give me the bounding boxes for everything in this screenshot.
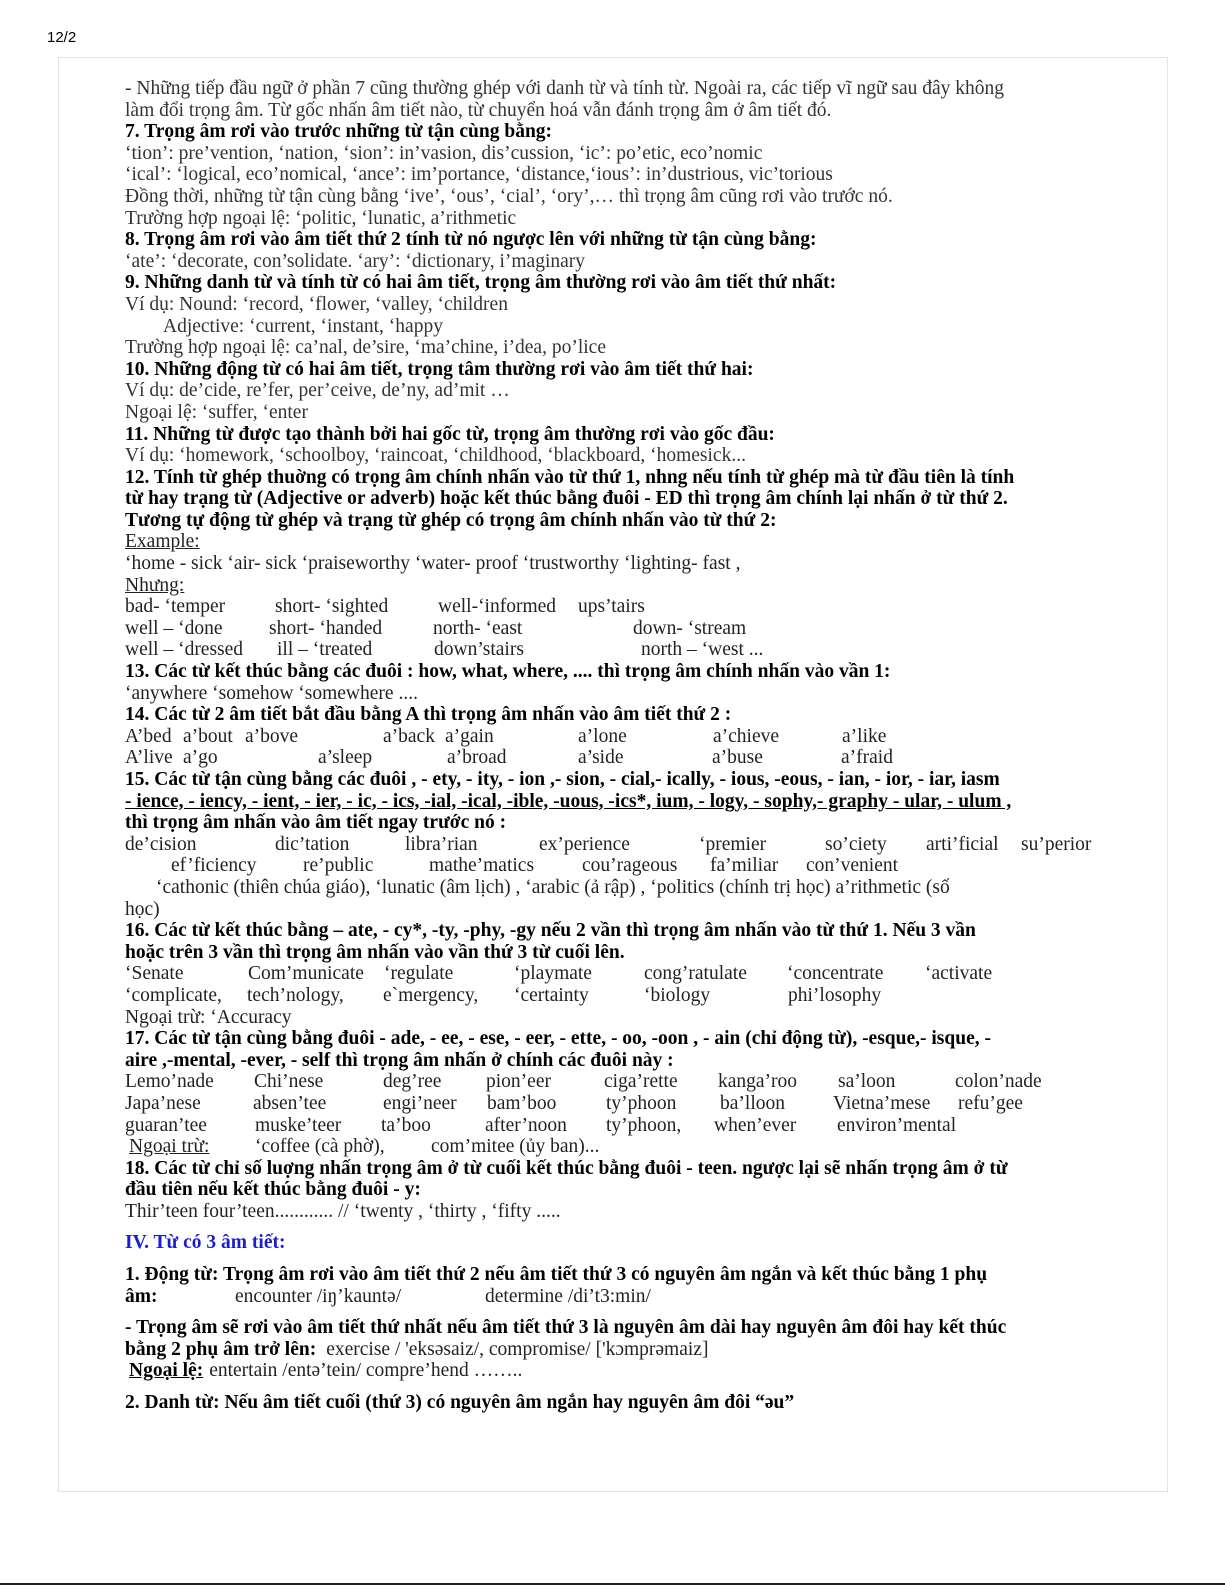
word-item: âm:: [125, 1285, 158, 1307]
word-item: phi’losophy: [788, 984, 882, 1006]
word-item: a’side: [578, 747, 624, 769]
word-item: bad- ‘temper: [125, 596, 226, 618]
text-line: Ví dụ: ‘homework, ‘schoolboy, ‘raincoat, ‘childhood, ‘blackboard, ‘homesick...: [125, 445, 746, 467]
example-label: Example:: [125, 531, 200, 553]
word-item: A’live: [125, 747, 173, 769]
word-row: [125, 618, 1125, 640]
word-item: ‘certainty: [514, 984, 589, 1006]
word-row: [125, 1360, 1125, 1382]
word-item: refu’gee: [958, 1092, 1023, 1114]
rule-heading-15-cont: thì trọng âm nhấn vào âm tiết ngay trước nó :: [125, 812, 507, 834]
word-item: determine /di’t3:min/: [485, 1285, 651, 1307]
word-item: Com’municate: [248, 963, 364, 985]
word-item: a’bove: [245, 725, 299, 747]
word-row: [125, 639, 1125, 661]
word-item: after’noon: [485, 1114, 567, 1136]
document-content: [125, 78, 1125, 1414]
word-item: kanga’roo: [718, 1071, 798, 1093]
rule-heading-12-cont: từ hay trạng từ (Adjective or adverb) hoặc kết thúc bằng đuôi - ED thì trọng âm chính lại nhấn ở từ thứ 2.: [125, 488, 1008, 510]
word-item: a’bout: [183, 725, 233, 747]
text-line: - Những tiếp đầu ngữ ở phần 7 cũng thường ghép với danh từ và tính từ. Ngoài ra, các tiếp vĩ ngữ sau đây không: [125, 78, 1005, 99]
word-item: so’ciety: [825, 833, 887, 855]
word-row: [125, 855, 1125, 877]
word-item: a’back: [383, 725, 435, 747]
word-item: north- ‘east: [433, 617, 523, 639]
word-item: Chi’nese: [254, 1071, 324, 1093]
page-number: 12/2: [47, 29, 77, 46]
subsection-heading-noun: 2. Danh từ: Nếu âm tiết cuối (thứ 3) có nguyên âm ngắn hay nguyên âm đôi “əu”: [125, 1392, 795, 1414]
example-line: ‘anywhere ‘somehow ‘somewhere ....: [125, 682, 418, 704]
word-item: bam’boo: [487, 1092, 557, 1114]
word-item: colon’nade: [955, 1071, 1042, 1093]
word-row: [125, 1339, 1125, 1361]
word-row: [125, 1071, 1125, 1093]
word-item: ups’tairs: [578, 596, 645, 618]
word-item: fa’miliar: [710, 855, 779, 877]
word-item: con’venient: [806, 855, 899, 877]
word-item: a’go: [183, 747, 218, 769]
word-item: Lemo’nade: [125, 1071, 214, 1093]
exception-label: Ngoại trừ:: [129, 1136, 210, 1158]
rule-heading-11: 11. Những từ được tạo thành bởi hai gốc từ, trọng âm thường rơi vào gốc đầu:: [125, 423, 775, 445]
section-heading: IV. Từ có 3 âm tiết:: [125, 1232, 286, 1254]
example-line: ‘home - sick ‘air- sick ‘praiseworthy ‘water- proof ‘trustworthy ‘lighting- fast ,: [125, 553, 741, 575]
nhung-label: Nhưng:: [125, 574, 185, 596]
word-item: ‘playmate: [514, 963, 592, 985]
rule-heading-7: 7. Trọng âm rơi vào trước những từ tận cùng bằng:: [125, 121, 553, 143]
rule-heading-8: 8. Trọng âm rơi vào âm tiết thứ 2 tính từ nó ngược lên với những từ tận cùng bằng:: [125, 229, 817, 251]
word-row: [125, 596, 1125, 618]
word-item: north – ‘west ...: [641, 639, 764, 661]
text-line: ‘ical’: ‘logical, eco’nomical, ‘ance’: im’portance, ‘distance,‘ious’: in’dustrious, vic’torious: [125, 164, 833, 186]
word-item: when’ever: [714, 1114, 797, 1136]
word-item: su’perior: [1021, 833, 1092, 855]
word-item: exercise / 'eksəsaiz/, compromise/ ['kɔmprəmaiz]: [326, 1338, 709, 1360]
rule-heading-18-cont: đầu tiên nếu kết thúc bằng đuôi - y:: [125, 1179, 421, 1201]
word-item: ta’boo: [381, 1114, 431, 1136]
text-line: Trường hợp ngoại lệ: ca’nal, de’sire, ‘ma’chine, i’dea, po’lice: [125, 337, 606, 359]
text-line: làm đổi trọng âm. Từ gốc nhấn âm tiết nào, từ chuyển hoá vẫn đánh trọng âm ở âm tiết đó.: [125, 99, 832, 121]
word-item: de’cision: [125, 833, 197, 855]
word-item: ba’lloon: [720, 1092, 785, 1114]
word-item: sa’loon: [838, 1071, 896, 1093]
rule-heading-15-cont: - ience, - iency, - ient, - ier, - ic, - ics, -ial, -ical, -ible, -uous, -ics*, ium, - logy, - sophy,- graphy - ular, - ulum ,: [125, 790, 1012, 812]
word-row: [125, 747, 1125, 769]
word-item: dic’tation: [275, 833, 350, 855]
word-item: cou’rageous: [582, 855, 678, 877]
word-item: bằng 2 phụ âm trở lên:: [125, 1338, 317, 1360]
word-item: a’lone: [578, 725, 627, 747]
word-item: muske’teer: [255, 1114, 342, 1136]
rule-heading-18: 18. Các từ chỉ số luợng nhấn trọng âm ở từ cuối kết thúc bằng đuôi - teen. ngược lại sẽ nhấn trọng âm ở từ: [125, 1157, 1008, 1179]
word-item: a’like: [842, 725, 887, 747]
word-item: encounter /iŋ’kauntə/: [235, 1285, 402, 1307]
rule-heading-9: 9. Những danh từ và tính từ có hai âm tiết, trọng âm thường rơi vào âm tiết thứ nhất:: [125, 272, 837, 294]
word-item: Japa’nese: [125, 1092, 201, 1114]
word-row: [125, 834, 1125, 856]
word-row: [125, 1136, 1125, 1158]
rule-line: - Trọng âm sẽ rơi vào âm tiết thứ nhất nếu âm tiết thứ 3 là nguyên âm dài hay nguyên âm đôi hay kết thúc: [125, 1317, 1007, 1339]
word-item: arti’ficial: [926, 833, 999, 855]
word-item: entertain /entə’tein/ compre’hend ……..: [209, 1360, 523, 1382]
word-item: A’bed: [125, 725, 172, 747]
word-row: [125, 1286, 1125, 1308]
word-item: ‘concentrate: [787, 963, 884, 985]
word-item: Vietna’mese: [833, 1092, 931, 1114]
text-line: Ngoại lệ: ‘suffer, ‘enter: [125, 401, 308, 423]
word-item: guaran’tee: [125, 1114, 207, 1136]
text-line: Ví dụ: Nound: ‘record, ‘flower, ‘valley, ‘children: [125, 293, 508, 315]
word-item: libra’rian: [405, 833, 478, 855]
word-item: a’buse: [712, 747, 763, 769]
text-line: Trường hợp ngoại lệ: ‘politic, ‘lunatic, a’rithmetic: [125, 207, 517, 229]
word-item: ‘coffee (cà phờ),: [255, 1136, 385, 1158]
word-item: com’mitee (ủy ban)...: [431, 1136, 600, 1158]
word-item: absen’tee: [253, 1092, 327, 1114]
word-row: [125, 985, 1125, 1007]
rule-heading-13: 13. Các từ kết thúc bằng các đuôi : how, what, where, .... thì trọng âm chính nhấn vào vần 1:: [125, 661, 891, 683]
word-row: [125, 963, 1125, 985]
word-item: ‘biology: [644, 984, 711, 1006]
word-item: a’gain: [445, 725, 494, 747]
rule-heading-12-cont: Tương tự động từ ghép và trạng từ ghép có trọng âm chính nhấn vào từ thứ 2:: [125, 509, 777, 531]
word-item: ‘regulate: [384, 963, 454, 985]
rule-heading-15: 15. Các từ tận cùng bằng các đuôi , - ety, - ity, - ion ,- sion, - cial,- ically, - ious, -eous, - ian, - ior, - iar, iasm: [125, 769, 1000, 790]
word-item: engi’neer: [383, 1092, 457, 1114]
word-row: [125, 726, 1125, 748]
rule-heading-16: 16. Các từ kết thúc bằng – ate, - cy*, -ty, -phy, -gy nếu 2 vần thì trọng âm nhấn vào từ thứ 1. Nếu 3 vần: [125, 920, 976, 942]
word-item: e`mergency,: [383, 984, 479, 1006]
text-line: ‘ate’: ‘decorate, con’solidate. ‘ary’: ‘dictionary, i’maginary: [125, 250, 586, 272]
word-item: ill – ‘treated: [277, 639, 373, 661]
word-item: cong’ratulate: [644, 963, 747, 985]
word-item: well – ‘done: [125, 617, 223, 639]
word-item: ty’phoon: [606, 1092, 677, 1114]
word-item: deg’ree: [383, 1071, 442, 1093]
word-item: down’stairs: [434, 639, 524, 661]
word-item: ‘Senate: [125, 963, 184, 985]
rule-heading-17: 17. Các từ tận cùng bằng đuôi - ade, - ee, - ese, - eer, - ette, - oo, -oon , - ain (chỉ động từ), -esque,- isque, -: [125, 1028, 991, 1050]
word-item: a’broad: [447, 747, 507, 769]
text-line: Adjective: ‘current, ‘instant, ‘happy: [163, 315, 443, 337]
word-item: short- ‘sighted: [275, 596, 389, 618]
rule-heading-14: 14. Các từ 2 âm tiết bắt đầu bằng A thì trọng âm nhấn vào âm tiết thứ 2 :: [125, 704, 732, 726]
word-item: ‘premier: [699, 833, 767, 855]
word-item: pion’eer: [486, 1071, 551, 1093]
word-item: tech’nology,: [247, 984, 344, 1006]
rule-heading-10: 10. Những động từ có hai âm tiết, trọng tâm thường rơi vào âm tiết thứ hai:: [125, 358, 754, 380]
word-item: mathe’matics: [429, 855, 535, 877]
text-line: ‘tion’: pre’vention, ‘nation, ‘sion’: in’vasion, dis’cussion, ‘ic’: po’etic, eco’nomic: [125, 142, 763, 164]
word-item: ciga’rette: [604, 1071, 678, 1093]
word-item: ex’perience: [539, 833, 630, 855]
word-item: a’chieve: [713, 725, 780, 747]
word-row: [125, 1115, 1125, 1137]
text-line: ‘cathonic (thiên chúa giáo), ‘lunatic (âm lịch) , ‘arabic (ả rập) , ‘politics (chính trị học) a’rithmetic (số: [156, 876, 950, 898]
word-item: re’public: [303, 855, 374, 877]
subsection-heading-verb: 1. Động từ: Trọng âm rơi vào âm tiết thứ 2 nếu âm tiết thứ 3 có nguyên âm ngắn và kết thúc bằng 1 phụ: [125, 1264, 988, 1286]
example-line: Thir’teen four’teen............ // ‘twenty , ‘thirty , ‘fifty .....: [125, 1200, 561, 1222]
rule-heading-17-cont: aire ,-mental, -ever, - self thì trọng âm nhấn ở chính các đuôi này :: [125, 1049, 674, 1071]
rule-heading-16-cont: hoặc trên 3 vần thì trọng âm nhấn vào vần thứ 3 từ cuối lên.: [125, 941, 625, 963]
rule-heading-12: 12. Tính từ ghép thuờng có trọng âm chính nhấn vào từ thứ 1, nhng nếu tính từ ghép mà từ đầu tiên là tính: [125, 466, 1015, 488]
word-item: ‘activate: [925, 963, 993, 985]
word-item: environ’mental: [837, 1114, 957, 1136]
text-line: Đồng thời, những từ tận cùng bằng ‘ive’, ‘ous’, ‘cial’, ‘ory’,… thì trọng âm cũng rơi vào trước nó.: [125, 185, 893, 207]
text-line: Ví dụ: de’cide, re’fer, per’ceive, de’ny, ad’mit …: [125, 380, 510, 402]
exception-line: Ngoại trừ: ‘Accuracy: [125, 1006, 292, 1028]
word-item: well – ‘dressed: [125, 639, 244, 661]
word-row: [125, 1093, 1125, 1115]
word-item: a’fraid: [841, 747, 893, 769]
word-item: ‘complicate,: [125, 984, 222, 1006]
word-item: short- ‘handed: [269, 617, 383, 639]
word-item: ty’phoon,: [606, 1114, 682, 1136]
word-item: ef’ficiency: [171, 855, 257, 877]
word-item: a’sleep: [318, 747, 373, 769]
text-line: học): [125, 898, 160, 920]
word-item: well-‘informed: [438, 596, 557, 618]
exception-label: Ngoại lệ:: [129, 1360, 204, 1382]
word-item: down- ‘stream: [633, 617, 747, 639]
